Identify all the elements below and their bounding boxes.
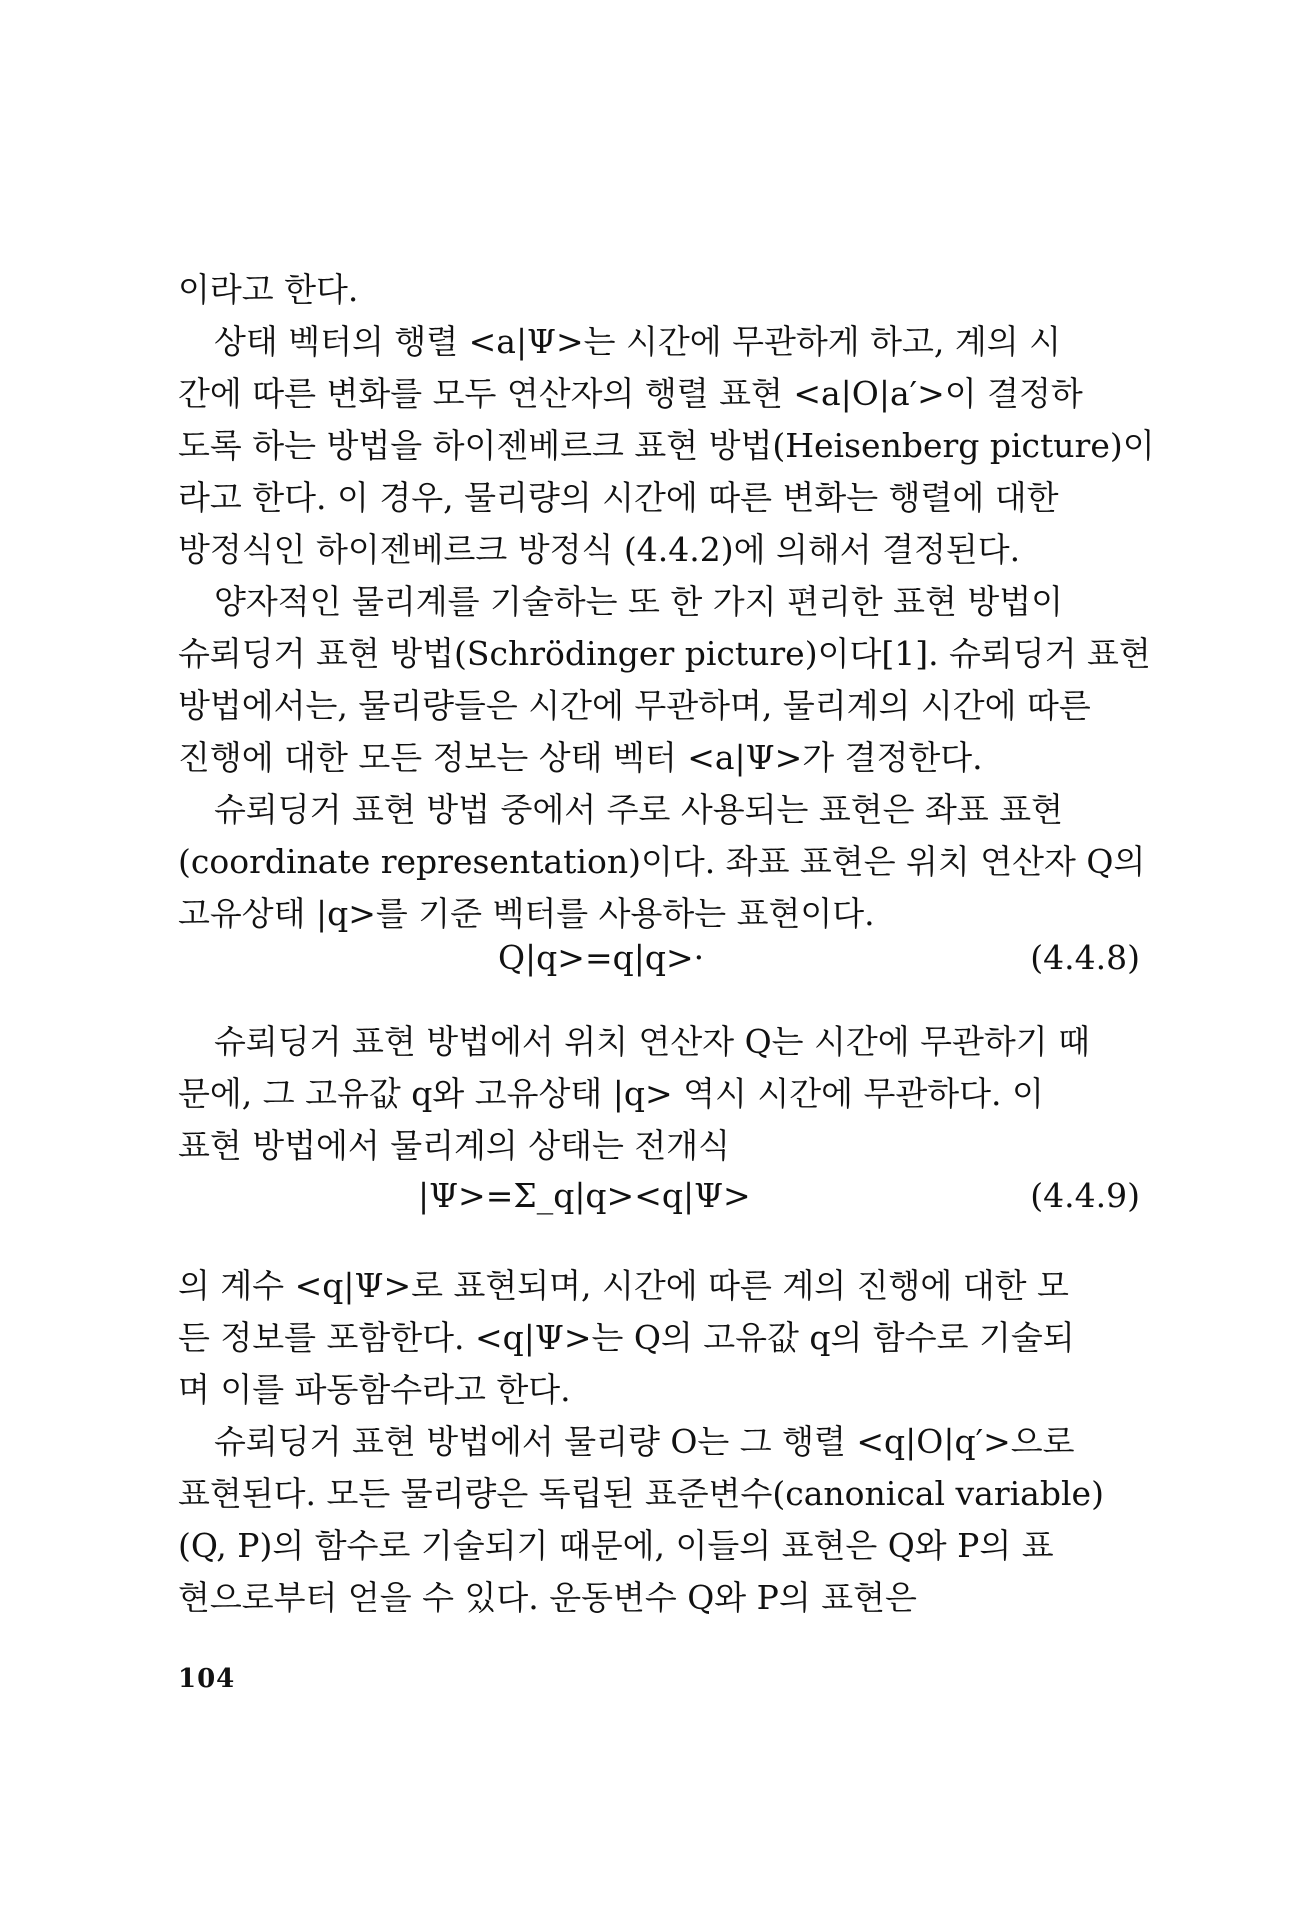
text-line: 의 계수 <q|Ψ>로 표현되며, 시간에 따른 계의 진행에 대한 모 bbox=[178, 1266, 1069, 1305]
paragraph-coordinate-representation bbox=[178, 784, 1146, 940]
text-line: 상태 벡터의 행렬 <a|Ψ>는 시간에 무관하게 하고, 계의 시 bbox=[214, 322, 1062, 361]
text-line: 방법에서는, 물리량들은 시간에 무관하며, 물리계의 시간에 따른 bbox=[178, 686, 1091, 725]
paragraph-heisenberg-picture bbox=[178, 316, 1155, 576]
equation-expression: Q|q>=q|q>· bbox=[498, 938, 705, 977]
text-line: (coordinate representation)이다. 좌표 표현은 위치 연산자 Q의 bbox=[178, 842, 1146, 881]
text-line: 슈뢰딩거 표현 방법에서 물리량 O는 그 행렬 <q|O|q′>으로 bbox=[214, 1422, 1075, 1461]
paragraph-schrodinger-picture bbox=[178, 576, 1151, 784]
text-line: 현으로부터 얻을 수 있다. 운동변수 Q와 P의 표현은 bbox=[178, 1578, 917, 1617]
text-line: 표현 방법에서 물리계의 상태는 전개식 bbox=[178, 1126, 731, 1165]
text-line: 슈뢰딩거 표현 방법에서 위치 연산자 Q는 시간에 무관하기 때 bbox=[214, 1022, 1091, 1061]
paragraph-wave-function bbox=[178, 1260, 1140, 1416]
text-line: 문에, 그 고유값 q와 고유상태 |q> 역시 시간에 무관하다. 이 bbox=[178, 1074, 1044, 1113]
paragraph-continuation bbox=[178, 264, 1140, 316]
page-number: 104 bbox=[178, 1664, 236, 1694]
text-line: 표현된다. 모든 물리량은 독립된 표준변수(canonical variable) bbox=[178, 1474, 1104, 1513]
text-line: 간에 따른 변화를 모두 연산자의 행렬 표현 <a|O|a′>이 결정하 bbox=[178, 374, 1083, 413]
paragraph-position-operator bbox=[178, 1016, 1140, 1172]
text-line: 양자적인 물리계를 기술하는 또 한 가지 편리한 표현 방법이 bbox=[214, 582, 1063, 621]
text-line: 든 정보를 포함한다. <q|Ψ>는 Q의 고유값 q의 함수로 기술되 bbox=[178, 1318, 1075, 1357]
equation-expression: |Ψ>=Σ_q|q><q|Ψ> bbox=[418, 1176, 751, 1215]
text-line: 라고 한다. 이 경우, 물리량의 시간에 따른 변화는 행렬에 대한 bbox=[178, 478, 1059, 517]
text-line: 슈뢰딩거 표현 방법(Schrödinger picture)이다[1]. 슈뢰딩거 표현 bbox=[178, 634, 1151, 673]
equation-4-4-9 bbox=[178, 1176, 1140, 1228]
equation-number: (4.4.9) bbox=[1030, 1176, 1140, 1215]
text-line: 이라고 한다. bbox=[178, 270, 359, 309]
text-line: 도록 하는 방법을 하이젠베르크 표현 방법(Heisenberg picture)이 bbox=[178, 426, 1155, 465]
paragraph-physical-quantity bbox=[178, 1416, 1140, 1624]
text-line: 진행에 대한 모든 정보는 상태 벡터 <a|Ψ>가 결정한다. bbox=[178, 738, 983, 777]
text-line: 고유상태 |q>를 기준 벡터를 사용하는 표현이다. bbox=[178, 894, 875, 933]
equation-4-4-8 bbox=[178, 938, 1140, 990]
text-line: 방정식인 하이젠베르크 방정식 (4.4.2)에 의해서 결정된다. bbox=[178, 530, 1021, 569]
text-line: (Q, P)의 함수로 기술되기 때문에, 이들의 표현은 Q와 P의 표 bbox=[178, 1526, 1054, 1565]
text-line: 며 이를 파동함수라고 한다. bbox=[178, 1370, 571, 1409]
equation-number: (4.4.8) bbox=[1030, 938, 1140, 977]
text-line: 슈뢰딩거 표현 방법 중에서 주로 사용되는 표현은 좌표 표현 bbox=[214, 790, 1063, 829]
